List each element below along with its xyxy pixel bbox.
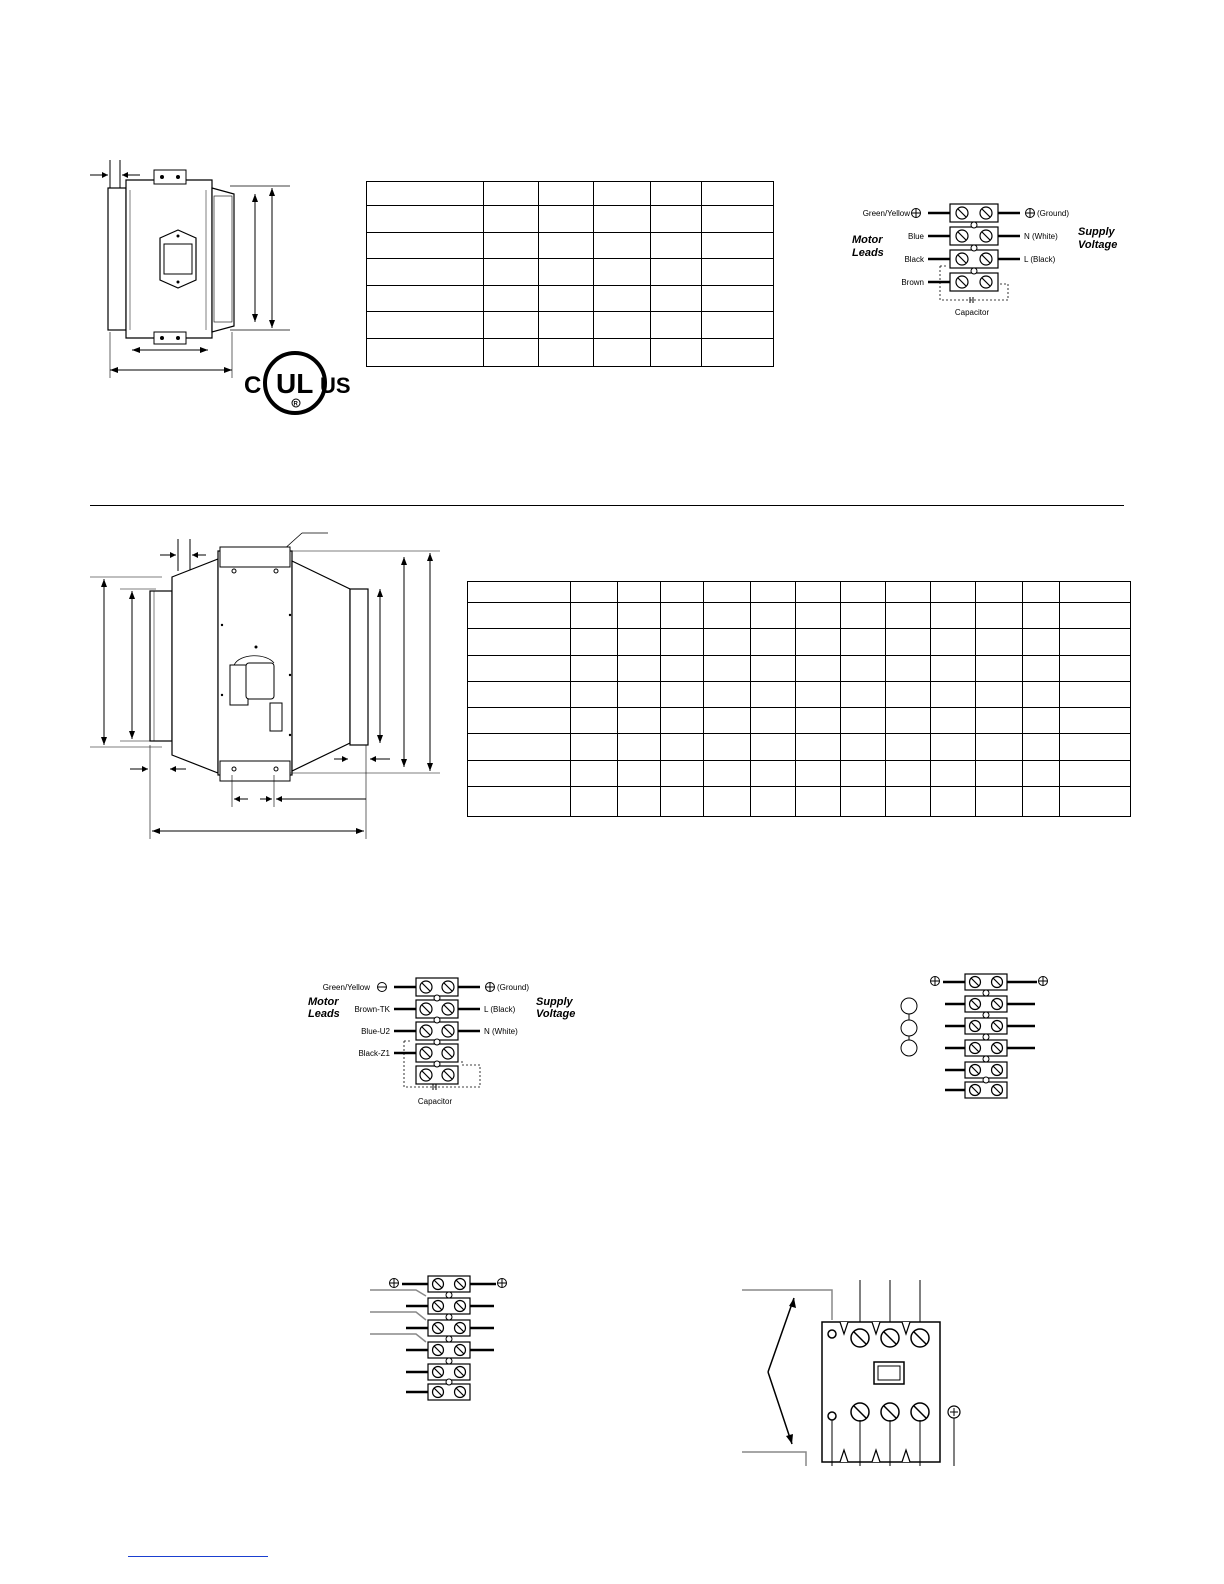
- supply-label-line-2: L (Black): [484, 1005, 516, 1014]
- ul-logo-right-text: US: [320, 373, 351, 398]
- ul-logo-registered-mark: R: [293, 401, 298, 408]
- top-wiring-diagram: [840, 200, 1140, 320]
- supply-label-neutral: N (White): [1024, 232, 1058, 241]
- contactor-diagram: [740, 1276, 980, 1476]
- supply-label-ground-2: (Ground): [497, 983, 530, 992]
- ul-logo-center-text: UL: [276, 368, 314, 399]
- wire-label-brown-tk: Brown-TK: [354, 1005, 390, 1014]
- motor-leads-title-3: Motor: [308, 996, 339, 1008]
- wire-label-green-yellow-2: Green/Yellow: [322, 983, 370, 992]
- bottom-terminal-diagram: [366, 1272, 526, 1412]
- ul-logo-left-text: C: [244, 372, 262, 399]
- supply-voltage-title-3: Supply: [536, 996, 573, 1008]
- inline-single-phase-wiring: [300, 975, 600, 1115]
- wire-label-blue: Blue: [907, 232, 924, 241]
- motor-leads-title-2: Leads: [852, 247, 884, 259]
- motor-leads-title-4: Leads: [308, 1008, 340, 1020]
- three-phase-terminal-diagram: [895, 972, 1055, 1102]
- top-spec-table: [366, 181, 774, 367]
- footer-link-underline: [128, 1556, 268, 1557]
- wire-label-black: Black: [904, 255, 924, 264]
- supply-label-neutral-2: N (White): [484, 1027, 518, 1036]
- inline-spec-table: [467, 581, 1131, 817]
- capacitor-label: Capacitor: [954, 308, 990, 317]
- section-divider: [90, 505, 1124, 506]
- wire-label-blue-u2: Blue-U2: [361, 1027, 390, 1036]
- supply-voltage-title-2: Voltage: [1078, 239, 1118, 251]
- inline-fan-drawing: [90, 525, 450, 845]
- supply-voltage-title-1: Supply: [1078, 226, 1115, 238]
- ul-listed-logo: [240, 345, 350, 415]
- motor-leads-title-1: Motor: [852, 234, 883, 246]
- supply-label-line: L (Black): [1024, 255, 1056, 264]
- supply-label-ground: (Ground): [1037, 209, 1070, 218]
- wire-label-brown: Brown: [901, 278, 924, 287]
- wire-label-black-z1: Black-Z1: [358, 1049, 390, 1058]
- capacitor-label-2: Capacitor: [417, 1097, 453, 1106]
- supply-voltage-title-4: Voltage: [536, 1008, 576, 1020]
- wire-label-green-yellow: Green/Yellow: [862, 209, 910, 218]
